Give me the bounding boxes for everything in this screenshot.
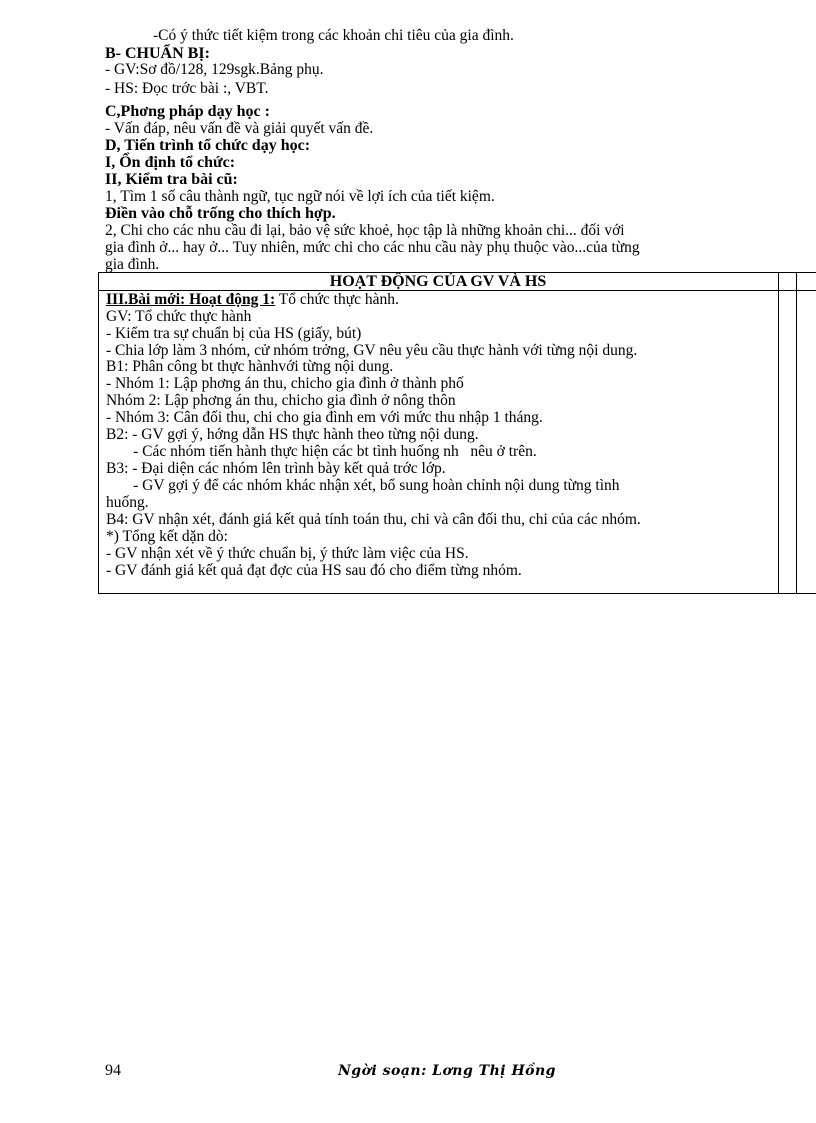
intro-line-12: gia đình ở... hay ở... Tuy nhiên, mức chi cho các nhu cầu này phụ thuộc vào...của từng <box>105 239 640 256</box>
table-heading-bold: III.Bài mới: Hoạt động 1: <box>106 291 276 308</box>
footer-author: Ngời soạn: Lơng Thị Hồng <box>338 1063 556 1079</box>
section-ii-heading: II, Kiểm tra bài cũ: <box>105 171 238 188</box>
table-header: HOẠT ĐỘNG CỦA GV VÀ HS <box>329 273 547 290</box>
table-line: GV: Tổ chức thực hành <box>106 308 252 325</box>
section-d-heading: D, Tiến trình tổ chức dạy học: <box>105 137 311 154</box>
intro-line-0: -Có ý thức tiết kiệm trong các khoản chi tiêu của gia đình. <box>153 27 514 44</box>
page-number: 94 <box>105 1062 121 1079</box>
table-line: *) Tổng kết dặn dò: <box>106 528 228 545</box>
table-line: B1: Phân công bt thực hànhvới từng nội dung. <box>106 358 394 375</box>
section-b-heading: B- CHUẨN BỊ: <box>105 45 210 62</box>
intro-line-9: 1, Tìm 1 số câu thành ngữ, tục ngữ nói về lợi ích của tiết kiệm. <box>105 188 495 205</box>
table-column-divider <box>778 272 779 594</box>
table-line: - Kiểm tra sự chuẩn bị của HS (giấy, bút) <box>106 325 362 342</box>
table-line: B3: - Đại diện các nhóm lên trình bày kết quả trớc lớp. <box>106 460 446 477</box>
intro-line-11: 2, Chi cho các nhu cầu đi lại, bảo vệ sức khoẻ, học tập là những khoản chi... đối với <box>105 222 625 239</box>
table-line: B2: - GV gợi ý, hớng dẫn HS thực hành theo từng nội dung. <box>106 426 479 443</box>
intro-line-13: gia đình. <box>105 256 160 273</box>
section-i-heading: I, Ổn định tổ chức: <box>105 154 236 171</box>
table-line: - GV nhận xét về ý thức chuẩn bị, ý thức làm việc của HS. <box>106 545 469 562</box>
table-line: - GV đánh giá kết quả đạt đợc của HS sau đó cho điểm từng nhóm. <box>106 562 522 579</box>
table-heading-rest: Tổ chức thực hành. <box>275 291 399 308</box>
intro-line-5: - Vấn đáp, nêu vấn đề và giải quyết vấn đề. <box>105 120 374 137</box>
table-line: - Chia lớp làm 3 nhóm, cử nhóm trởng, GV nêu yêu cầu thực hành với từng nội dung. <box>106 342 638 359</box>
table-line: B4: GV nhận xét, đánh giá kết quả tính toán thu, chi và cân đối thu, chi của các nhóm. <box>106 511 641 528</box>
intro-line-3: - HS: Đọc trớc bài :, VBT. <box>105 80 269 97</box>
section-c-heading: C,Phơng pháp dạy học : <box>105 103 270 120</box>
table-heading-line <box>106 292 399 308</box>
table-column-divider <box>796 272 797 594</box>
table-line: Nhóm 2: Lập phơng án thu, chicho gia đình ở nông thôn <box>106 392 456 409</box>
intro-line-2: - GV:Sơ đồ/128, 129sgk.Bảng phụ. <box>105 61 324 78</box>
table-line: - Nhóm 1: Lập phơng án thu, chicho gia đình ở thành phố <box>106 375 464 392</box>
table-line: - GV gợi ý để các nhóm khác nhận xét, bổ sung hoàn chỉnh nội dung từng tình <box>106 477 620 494</box>
table-line: - Nhóm 3: Cân đối thu, chi cho gia đình em với mức thu nhập 1 tháng. <box>106 409 543 426</box>
fill-in-heading: Điền vào chỗ trống cho thích hợp. <box>105 205 336 222</box>
table-line: - Các nhóm tiến hành thực hiện các bt tình huống nh nêu ở trên. <box>106 443 537 460</box>
table-line: huống. <box>106 494 149 511</box>
